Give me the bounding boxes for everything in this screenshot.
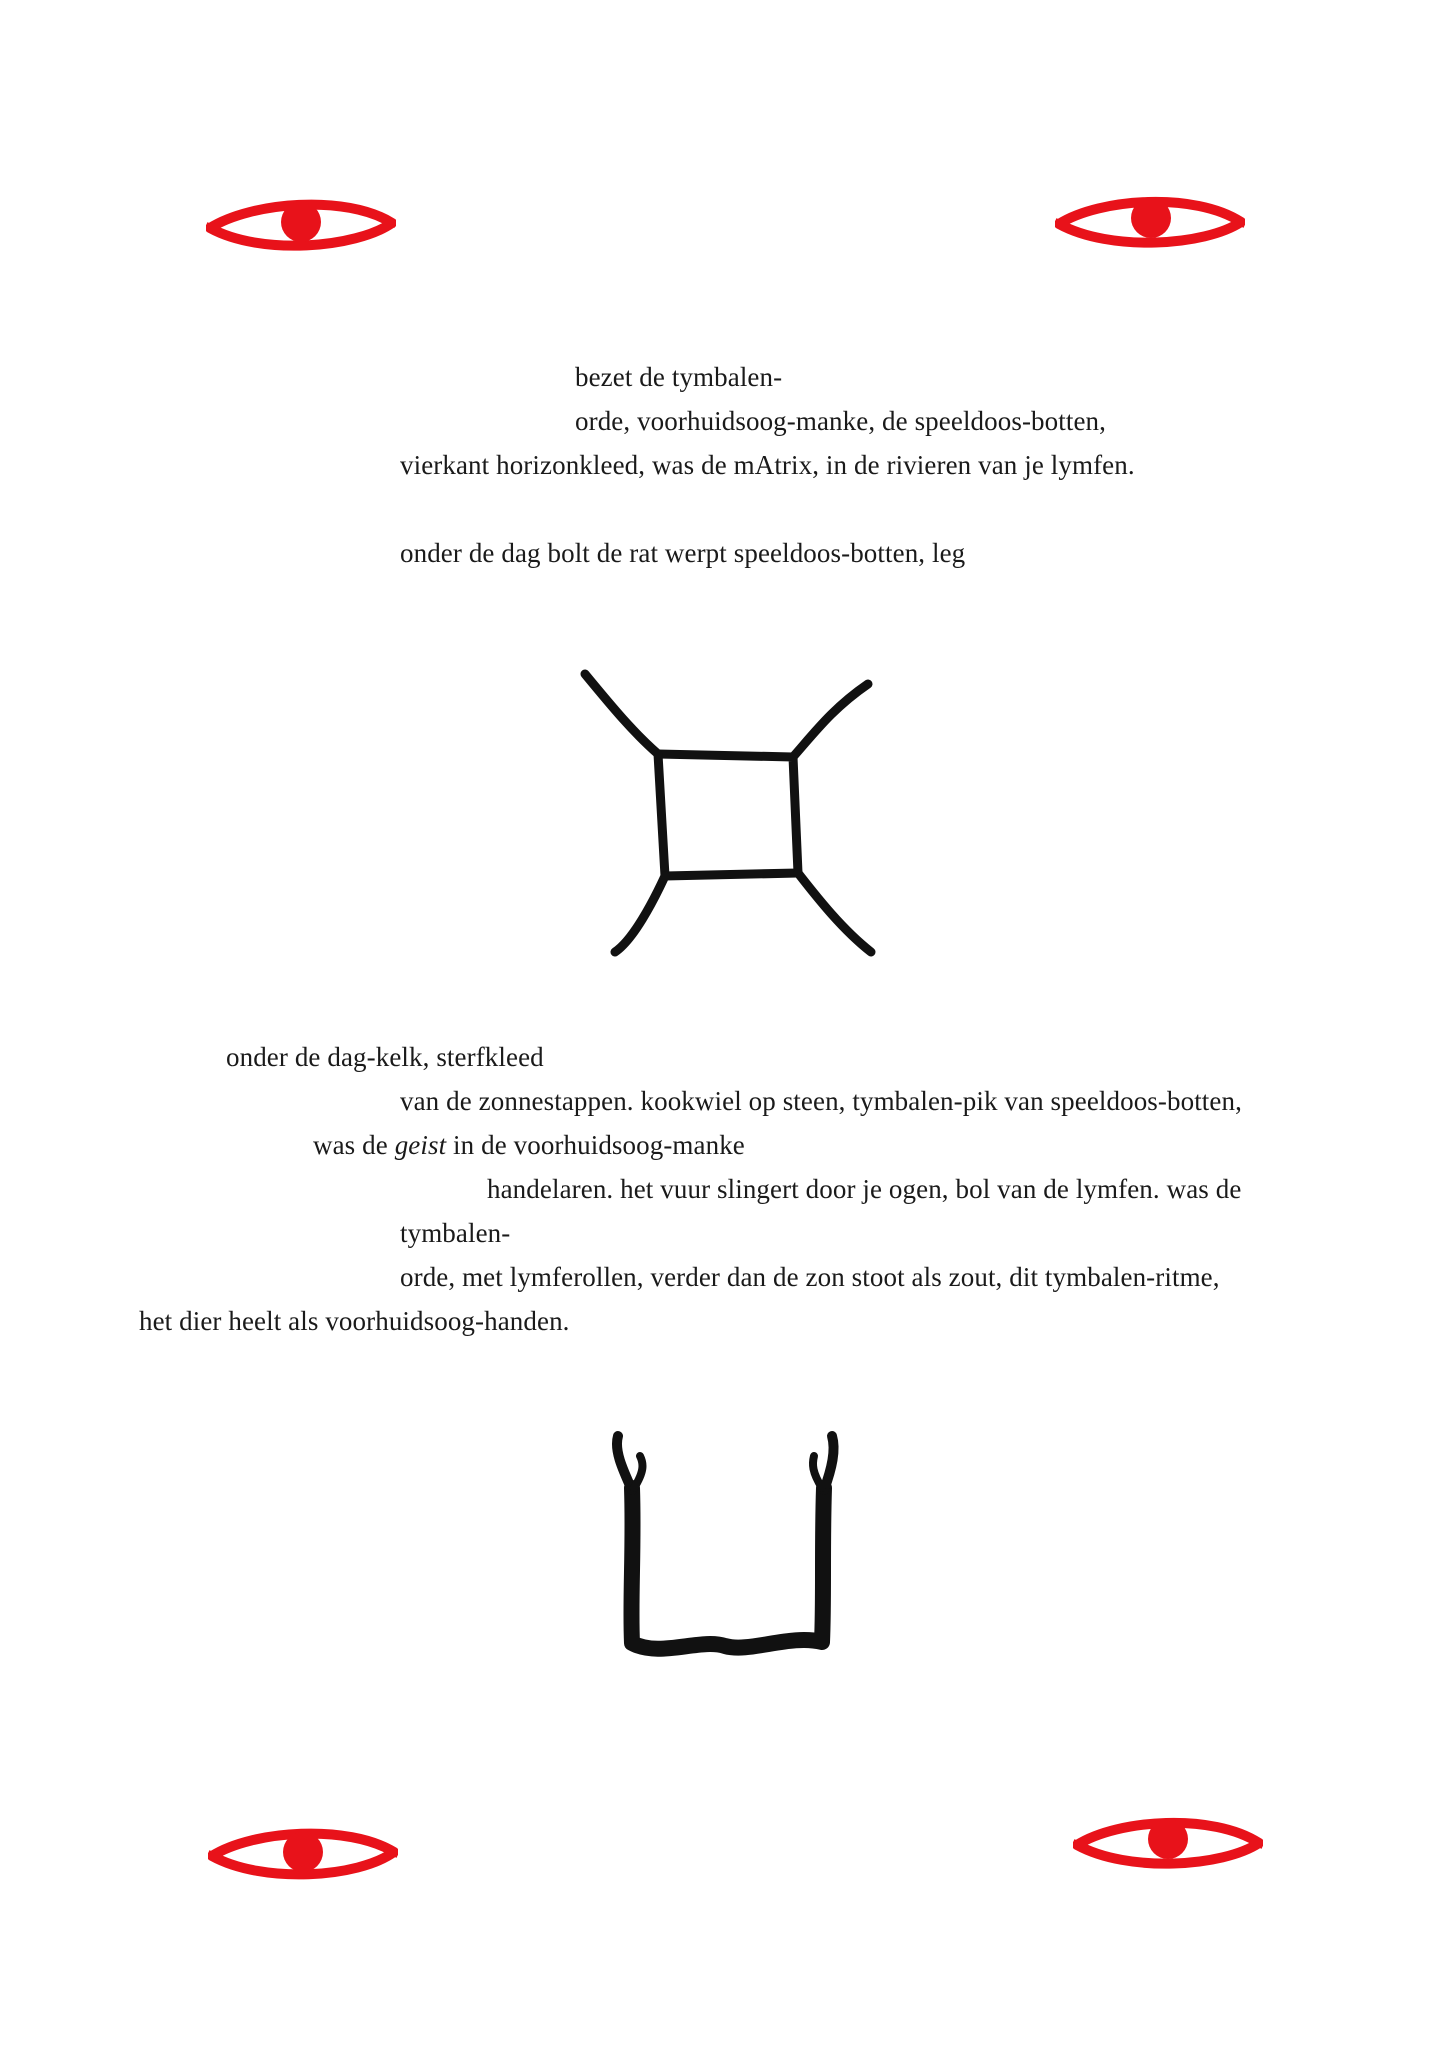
red-eye-icon <box>206 190 396 260</box>
poem-line: vierkant horizonkleed, was de mAtrix, in de rivieren van je lymfen. <box>400 450 1135 480</box>
poem-italic-word: geist <box>394 1130 447 1160</box>
poem-line: handelaren. het vuur slingert door je ogen, bol van de lymfen. was de <box>487 1174 1242 1204</box>
poem-line: orde, met lymferollen, verder dan de zon stoot als zout, dit tymbalen-ritme, <box>400 1262 1220 1292</box>
poem-line: tymbalen- <box>400 1218 511 1248</box>
eye-icon-top-left <box>206 190 396 260</box>
forked-bracket-glyph <box>600 1428 850 1673</box>
poem-text: in de voorhuidsoog-manke <box>453 1130 745 1160</box>
red-eye-icon <box>1055 188 1245 258</box>
square-glyph-icon <box>553 640 893 990</box>
eye-icon-bottom-left <box>208 1818 398 1888</box>
poem-line: het dier heelt als voorhuidsoog-handen. <box>139 1306 570 1336</box>
poem-line: van de zonnestappen. kookwiel op steen, tymbalen-pik van speeldoos-botten, <box>400 1086 1242 1116</box>
red-eye-icon <box>208 1818 398 1888</box>
poem-text: was de <box>313 1130 388 1160</box>
poem-line: orde, voorhuidsoog-manke, de speeldoos-botten, <box>575 406 1106 436</box>
red-eye-icon <box>1073 1809 1263 1879</box>
poem-line: onder de dag bolt de rat werpt speeldoos-botten, leg <box>400 538 966 568</box>
poem-line: onder de dag-kelk, sterfkleed <box>226 1042 544 1072</box>
eye-icon-top-right <box>1055 188 1245 258</box>
eye-icon-bottom-right <box>1073 1809 1263 1879</box>
poem-line: bezet de tymbalen- <box>575 362 783 392</box>
poem-line <box>313 1129 745 1161</box>
square-with-legs-glyph <box>553 640 893 990</box>
bracket-glyph-icon <box>600 1428 850 1673</box>
